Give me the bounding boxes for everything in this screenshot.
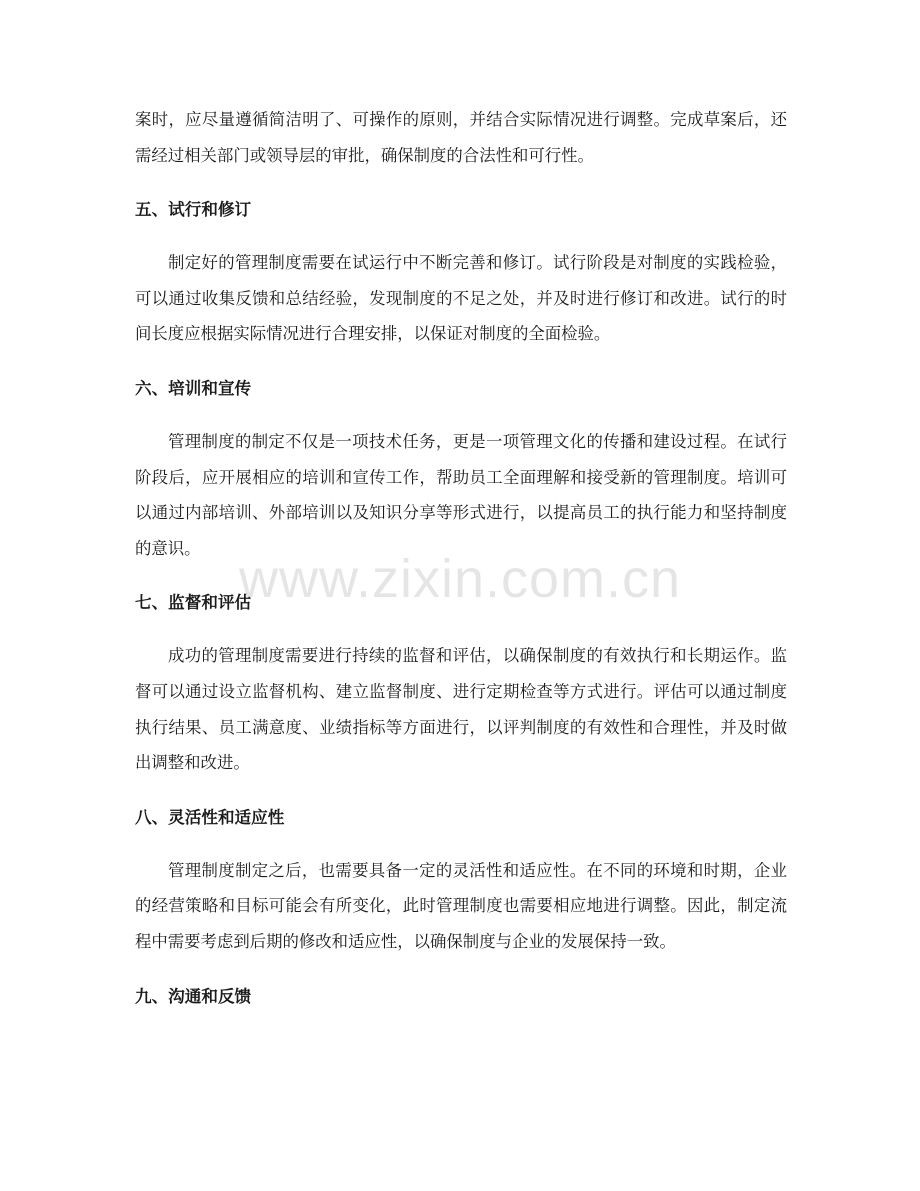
section-body-5: 制定好的管理制度需要在试运行中不断完善和修订。试行阶段是对制度的实践检验，可以通过收集反馈和总结经验，发现制度的不足之处，并及时进行修订和改进。试行的时间长度应根据实际情况进行合理安排，以保证对制度的全面检验。 [135, 253, 787, 344]
section-heading-9: 九、沟通和反馈 [135, 986, 252, 1006]
section-heading-5: 五、试行和修订 [135, 200, 252, 220]
watermark-text: www.zixin.com.cn [238, 549, 682, 609]
section-body-8: 管理制度制定之后，也需要具备一定的灵活性和适应性。在不同的环境和时期，企业的经营策略和目标可能会有所变化，此时管理制度也需要相应地进行调整。因此，制定流程中需要考虑到后期的修改和适应性，以确保制度与企业的发展保持一致。 [135, 860, 787, 951]
section-heading-6: 六、培训和宣传 [135, 378, 252, 398]
intro-paragraph: 案时，应尽量遵循简洁明了、可操作的原则，并结合实际情况进行调整。完成草案后，还需经过相关部门或领导层的审批，确保制度的合法性和可行性。 [135, 110, 787, 165]
document-body [135, 102, 787, 1014]
section-body-6: 管理制度的制定不仅是一项技术任务，更是一项管理文化的传播和建设过程。在试行阶段后，应开展相应的培训和宣传工作，帮助员工全面理解和接受新的管理制度。培训可以通过内部培训、外部培训以及知识分享等形式进行，以提高员工的执行能力和坚持制度的意识。 [135, 431, 787, 558]
section-body-7: 成功的管理制度需要进行持续的监督和评估，以确保制度的有效执行和长期运作。监督可以通过设立监督机构、建立监督制度、进行定期检查等方式进行。评估可以通过制度执行结果、员工满意度、业绩指标等方面进行，以评判制度的有效性和合理性，并及时做出调整和改进。 [135, 646, 787, 773]
section-heading-7: 七、监督和评估 [135, 593, 252, 613]
section-heading-8: 八、灵活性和适应性 [135, 807, 285, 827]
